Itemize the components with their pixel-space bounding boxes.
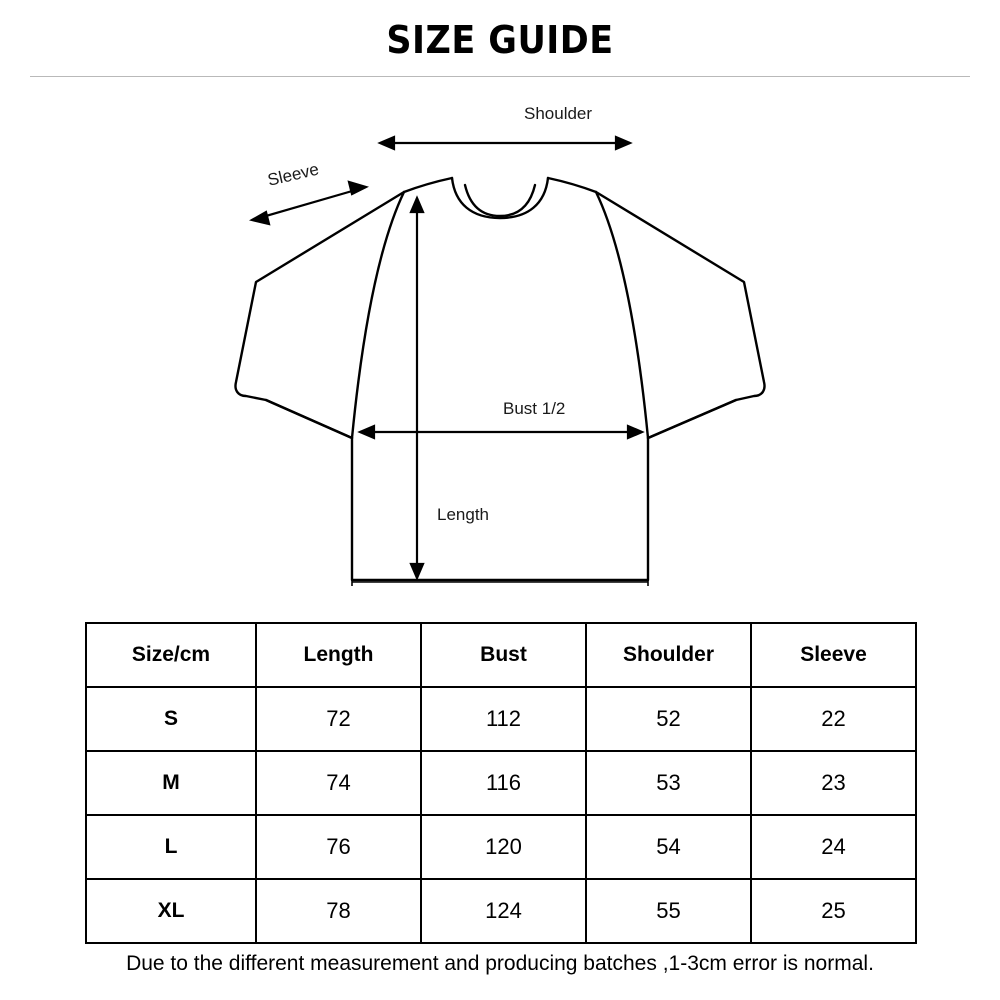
bust-measure-arrow bbox=[360, 426, 642, 438]
column-header-size: Size/cm bbox=[86, 623, 256, 687]
shoulder-measure-arrow bbox=[377, 126, 630, 160]
cell-length: 76 bbox=[256, 815, 421, 879]
cell-bust: 112 bbox=[421, 687, 586, 751]
cell-bust: 120 bbox=[421, 815, 586, 879]
cell-size: L bbox=[86, 815, 256, 879]
cell-length: 74 bbox=[256, 751, 421, 815]
cell-length: 78 bbox=[256, 879, 421, 943]
cell-sleeve: 24 bbox=[751, 815, 916, 879]
measurement-disclaimer: Due to the different measurement and producing batches ,1-3cm error is normal. bbox=[126, 952, 874, 975]
table-header-row bbox=[86, 623, 916, 687]
cell-size: XL bbox=[86, 879, 256, 943]
length-label: Length bbox=[437, 505, 489, 524]
table-row bbox=[86, 815, 916, 879]
cell-sleeve: 25 bbox=[751, 879, 916, 943]
cell-shoulder: 54 bbox=[586, 815, 751, 879]
cell-shoulder: 53 bbox=[586, 751, 751, 815]
tshirt-measurement-diagram bbox=[0, 86, 1000, 606]
column-header-sleeve: Sleeve bbox=[751, 623, 916, 687]
page-title: SIZE GUIDE bbox=[386, 18, 614, 62]
column-header-bust: Bust bbox=[421, 623, 586, 687]
column-header-length: Length bbox=[256, 623, 421, 687]
cell-bust: 124 bbox=[421, 879, 586, 943]
cell-bust: 116 bbox=[421, 751, 586, 815]
sleeve-label: Sleeve bbox=[265, 159, 321, 190]
tshirt-outline-icon bbox=[0, 86, 1000, 606]
bust-label: Bust 1/2 bbox=[503, 399, 566, 418]
cell-size: M bbox=[86, 751, 256, 815]
size-chart-table bbox=[85, 622, 917, 944]
length-measure-arrow bbox=[411, 198, 423, 578]
cell-sleeve: 22 bbox=[751, 687, 916, 751]
table-row bbox=[86, 687, 916, 751]
cell-size: S bbox=[86, 687, 256, 751]
cell-sleeve: 23 bbox=[751, 751, 916, 815]
cell-shoulder: 55 bbox=[586, 879, 751, 943]
cell-length: 72 bbox=[256, 687, 421, 751]
title-divider bbox=[30, 76, 970, 77]
cell-shoulder: 52 bbox=[586, 687, 751, 751]
shoulder-label: Shoulder bbox=[524, 104, 593, 123]
column-header-shoulder: Shoulder bbox=[586, 623, 751, 687]
table-row bbox=[86, 879, 916, 943]
table-row bbox=[86, 751, 916, 815]
